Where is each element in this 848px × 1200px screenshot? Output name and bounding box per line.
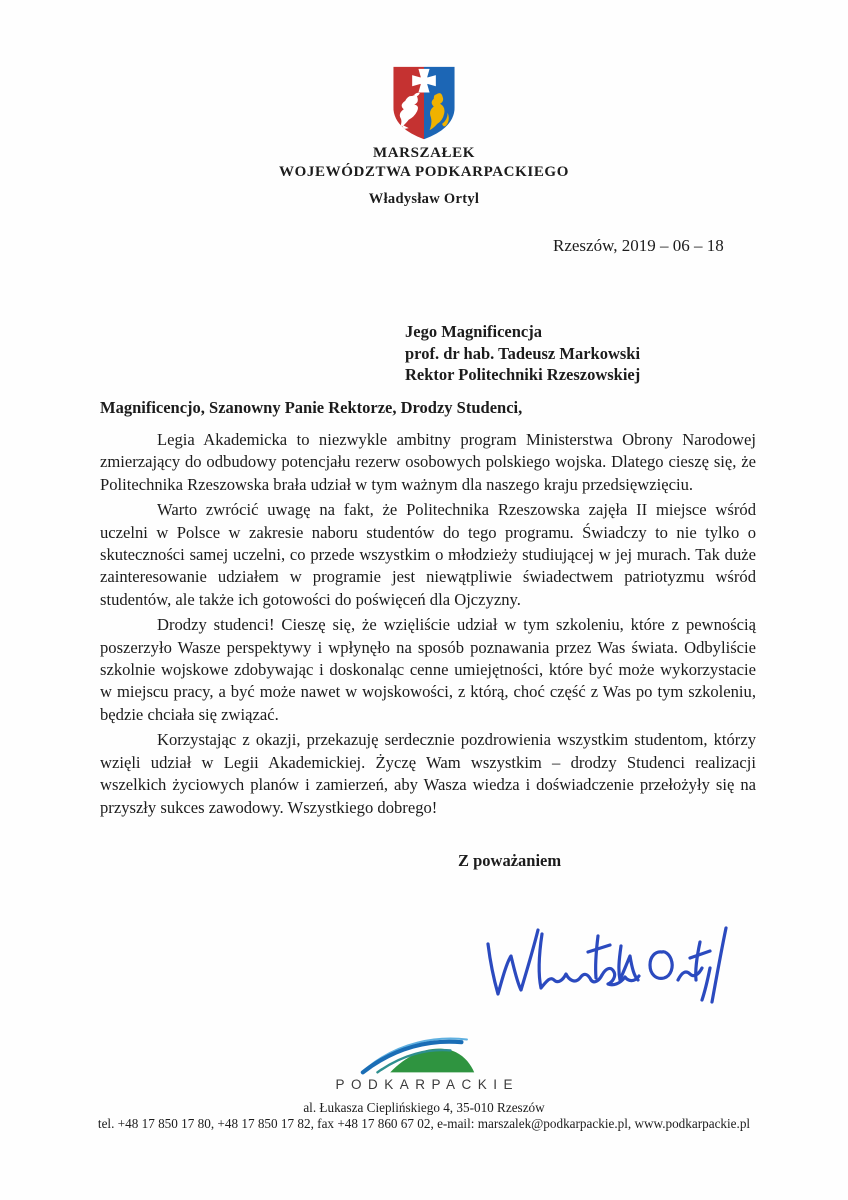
org-title-line2: WOJEWÓDZTWA PODKARPACKIEGO	[279, 164, 569, 180]
addressee-line-2: prof. dr hab. Tadeusz Markowski	[405, 343, 641, 363]
body-paragraph-3: Drodzy studenci! Cieszę się, że wzięliście udział w tym szkoleniu, które z pewnością poszerzyło Wasze perspektywy i wpłynęło na sposób poznawania przez Was świata. Odbyliście szkolnie wojskowe zdobywając i doskonaląc cenne umiejętności, które być może wykorzystacie w miejscu pracy, a być może nawet w wojskowości, z którą, choć część z Was po tym szkoleniu, będzie chciała się związać.	[100, 615, 756, 724]
letterhead	[0, 144, 848, 208]
addressee-block	[405, 321, 640, 386]
letter-body	[100, 429, 756, 822]
handwritten-signature	[478, 918, 740, 1014]
logo-wordmark: PODKARPACKIE	[335, 1077, 520, 1092]
closing-phrase: Z poważaniem	[458, 851, 562, 870]
salutation: Magnificencjo, Szanowny Panie Rektorze, Drodzy Studenci,	[100, 398, 523, 417]
addressee-line-1: Jego Magnificencja	[405, 322, 543, 341]
body-paragraph-4: Korzystając z okazji, przekazuję serdecznie pozdrowienia wszystkim studentom, którzy wzięli udział w Legii Akademickiej. Życzę Wam wszystkim – drodzy Studenci realizacji wszelkich życiowych planów i zamierzeń, aby Wasza wiedza i doświadczenie przełożyły się na przyszły sukces zawodowy. Wszystkiego dobrego!	[100, 730, 756, 817]
addressee-line-3: Rektor Politechniki Rzeszowskiej	[405, 365, 641, 384]
dateline: Rzeszów, 2019 – 06 – 18	[553, 236, 724, 255]
org-title-line1: MARSZAŁEK	[372, 145, 476, 161]
podkarpackie-logo-icon	[354, 1034, 494, 1076]
body-paragraph-2: Warto zwrócić uwagę na fakt, że Politechnika Rzeszowska zajęła II miejsce wśród uczelni w Polsce w zakresie naboru studentów do tego programu. Świadczy to nie tylko o skuteczności samej uczelni, co przede wszystkim o młodzieży studiującej w jej murach. Tak duże zainteresowanie udziałem w programie jest niewątpliwie świadectwem patriotyzmu wśród studentów, ale także ich gotowości do poświęceń dla Ojczyzny.	[100, 500, 756, 609]
footer-address: al. Łukasza Cieplińskiego 4, 35-010 Rzeszów	[303, 1100, 545, 1115]
crest-blue-half	[424, 64, 459, 142]
org-person-name: Władysław Ortyl	[368, 191, 480, 207]
podkarpackie-logo	[0, 1034, 848, 1092]
podkarpackie-coat-of-arms-icon	[388, 64, 460, 142]
footer-contacts: tel. +48 17 850 17 80, +48 17 850 17 82, fax +48 17 860 67 02, e-mail: marszalek@podkarpackie.pl, www.podkarpackie.pl	[97, 1116, 751, 1131]
signature-strokes	[488, 928, 726, 1002]
body-paragraph-1: Legia Akademicka to niezwykle ambitny program Ministerstwa Obrony Narodowej zmierzający do odbudowy potencjału rezerw osobowych polskiego wojska. Dlatego cieszę się, że Politechnika Rzeszowska brała udział w tym ważnym dla naszego kraju przedsięwzięciu.	[100, 430, 756, 494]
logo-hill-shape	[390, 1049, 474, 1073]
